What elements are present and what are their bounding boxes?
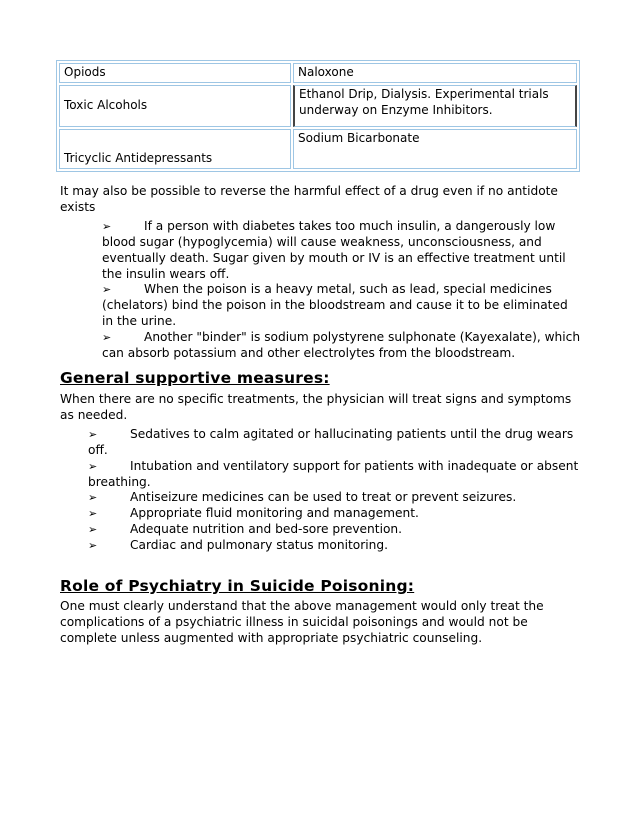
- list-item: [62, 282, 582, 330]
- antidote-table: [56, 60, 580, 172]
- arrow-bullet-icon: ➢: [102, 331, 112, 345]
- table-row: [59, 85, 577, 127]
- list-item: [60, 490, 580, 506]
- arrow-bullet-icon: ➢: [88, 507, 98, 521]
- list-item-text: Sedatives to calm agitated or hallucinating patients until the drug wears off.: [88, 427, 574, 457]
- supportive-heading: General supportive measures:: [60, 369, 330, 387]
- drug-cell: Toxic Alcohols: [59, 85, 291, 127]
- reverse-effect-list: [62, 219, 582, 362]
- list-item: [60, 506, 580, 522]
- table-row: [59, 129, 577, 169]
- arrow-bullet-icon: ➢: [102, 283, 112, 297]
- list-item: [60, 459, 580, 491]
- list-item: [60, 538, 580, 554]
- list-item-text: Cardiac and pulmonary status monitoring.: [130, 538, 388, 553]
- arrow-bullet-icon: ➢: [88, 459, 98, 473]
- psychiatry-paragraph: One must clearly understand that the above management would only treat the complications of a psychiatric illness in suicidal poisonings and would not be complete unless augmented with appropriate psychiatric counseling.: [60, 599, 544, 645]
- list-item-text: If a person with diabetes takes too much insulin, a dangerously low blood sugar (hypoglycemia) will cause weakness, unconsciousness, and eventually death. Sugar given by mouth or IV is an effective treatment until the insulin wears off.: [102, 219, 566, 281]
- antidote-cell: Sodium Bicarbonate: [293, 129, 577, 169]
- list-item-text: Antiseizure medicines can be used to treat or prevent seizures.: [130, 490, 517, 505]
- list-item: [60, 427, 580, 459]
- antidote-cell: Ethanol Drip, Dialysis. Experimental trials underway on Enzyme Inhibitors.: [293, 85, 577, 127]
- list-item-text: Intubation and ventilatory support for patients with inadequate or absent breathing.: [88, 458, 579, 489]
- table-row: [59, 63, 577, 83]
- list-item-text: Adequate nutrition and bed-sore prevention.: [130, 522, 403, 537]
- arrow-bullet-icon: ➢: [88, 491, 98, 505]
- supportive-list: [60, 427, 580, 554]
- list-item: [62, 219, 582, 282]
- list-item-text: Another "binder" is sodium polystyrene sulphonate (Kayexalate), which can absorb potassium and other electrolytes from the bloodstream.: [102, 330, 581, 360]
- arrow-bullet-icon: ➢: [88, 523, 98, 537]
- list-item-text: When the poison is a heavy metal, such as lead, special medicines (chelators) bind the poison in the bloodstream and cause it to be eliminated in the urine.: [102, 282, 568, 329]
- supportive-intro: When there are no specific treatments, the physician will treat signs and symptoms as needed.: [60, 392, 572, 422]
- antidote-cell: Naloxone: [293, 63, 577, 83]
- list-item: [60, 522, 580, 538]
- psychiatry-heading: Role of Psychiatry in Suicide Poisoning:: [60, 577, 415, 595]
- list-item-text: Appropriate fluid monitoring and management.: [130, 506, 419, 521]
- drug-cell: Tricyclic Antidepressants: [59, 129, 291, 169]
- drug-cell: Opiods: [59, 63, 291, 83]
- list-item: [62, 330, 582, 362]
- arrow-bullet-icon: ➢: [88, 539, 98, 553]
- arrow-bullet-icon: ➢: [102, 220, 112, 233]
- arrow-bullet-icon: ➢: [88, 428, 98, 441]
- intro-paragraph: It may also be possible to reverse the harmful effect of a drug even if no antidote exists: [60, 184, 558, 214]
